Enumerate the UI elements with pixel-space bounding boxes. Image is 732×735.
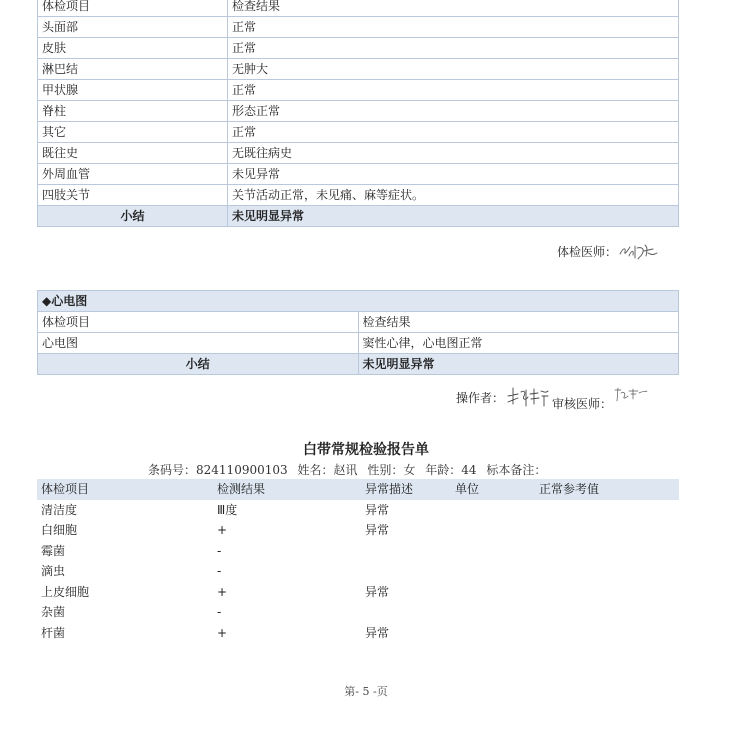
physician-signature-line — [557, 238, 661, 264]
item-cell: 体检项目 — [38, 0, 228, 17]
result-cell: 关节活动正常，未见痛、麻等症状。 — [228, 185, 679, 206]
table-row — [37, 623, 679, 644]
table-row — [37, 520, 679, 541]
cell — [451, 602, 535, 623]
cell — [451, 623, 535, 644]
name-value: 赵讯 — [333, 463, 358, 477]
cell: 异常 — [365, 502, 390, 517]
ecg-table — [37, 290, 679, 375]
table-row — [38, 164, 679, 185]
cell: 杂菌 — [41, 605, 66, 620]
item-cell: 心电图 — [38, 333, 359, 354]
cell — [451, 561, 535, 582]
column-header: 单位 — [451, 479, 535, 500]
patient-meta — [148, 461, 552, 478]
age-field — [425, 463, 476, 477]
ecg-signature-line — [456, 384, 652, 410]
table-row — [37, 582, 679, 603]
cell: 清洁度 — [41, 502, 78, 517]
result-cell: 未见异常 — [228, 164, 679, 185]
table-row — [37, 541, 679, 562]
cell — [451, 541, 535, 562]
result-cell: 正常 — [228, 17, 679, 38]
item-cell: 其它 — [38, 122, 228, 143]
table-row — [37, 602, 679, 623]
table-row — [38, 143, 679, 164]
table-row — [38, 17, 679, 38]
cell — [535, 561, 679, 582]
table-row — [38, 38, 679, 59]
barcode-value: 824110900103 — [196, 463, 288, 477]
summary-row — [38, 206, 679, 227]
cell: - — [217, 564, 222, 579]
table-row — [38, 101, 679, 122]
sex-field — [367, 463, 415, 477]
result-cell: 正常 — [228, 122, 679, 143]
barcode-field — [148, 463, 288, 477]
cell — [361, 602, 451, 623]
cell — [535, 602, 679, 623]
cell: 上皮细胞 — [41, 584, 90, 599]
name-field — [297, 463, 357, 477]
cell: 白细胞 — [41, 523, 78, 538]
cell — [535, 541, 679, 562]
result-cell: 窦性心律，心电图正常 — [358, 333, 679, 354]
item-cell: 甲状腺 — [38, 80, 228, 101]
result-cell: 检查结果 — [228, 0, 679, 17]
cell: 滴虫 — [41, 564, 66, 579]
summary-label: 小结 — [38, 206, 228, 227]
summary-label: 小结 — [38, 354, 359, 375]
cell — [361, 541, 451, 562]
table-row — [38, 59, 679, 80]
cell: Ⅲ度 — [217, 502, 238, 517]
result-cell: 检查结果 — [358, 312, 679, 333]
result-cell: 正常 — [228, 38, 679, 59]
physician-label: 体检医师： — [557, 244, 618, 259]
item-cell: 淋巴结 — [38, 59, 228, 80]
cell — [451, 520, 535, 541]
cell — [451, 500, 535, 521]
report-title: 白带常规检验报告单 — [303, 442, 429, 458]
result-cell: 无肿大 — [228, 59, 679, 80]
cell — [451, 582, 535, 603]
cell: - — [217, 605, 222, 620]
table-row — [37, 561, 679, 582]
result-cell: 形态正常 — [228, 101, 679, 122]
operator-label: 操作者： — [456, 390, 505, 405]
barcode-label: 条码号： — [148, 463, 197, 477]
cell: 异常 — [365, 584, 390, 599]
cell — [361, 561, 451, 582]
operator-signature — [504, 384, 552, 410]
page-number: 第- 5 -页 — [344, 685, 388, 698]
cell: 霉菌 — [41, 543, 66, 558]
column-header: 正常参考值 — [535, 479, 679, 500]
cell: + — [217, 625, 228, 640]
sex-label: 性别： — [367, 463, 404, 477]
age-value: 44 — [461, 463, 477, 477]
age-label: 年龄： — [425, 463, 462, 477]
cell — [535, 582, 679, 603]
summary-row — [38, 354, 679, 375]
table-row — [38, 333, 679, 354]
table-row — [38, 185, 679, 206]
column-header: 体检项目 — [37, 479, 213, 500]
result-cell: 正常 — [228, 80, 679, 101]
sex-value: 女 — [403, 463, 416, 477]
cell — [535, 520, 679, 541]
item-cell: 皮肤 — [38, 38, 228, 59]
summary-value: 未见明显异常 — [358, 354, 679, 375]
cell — [535, 623, 679, 644]
item-cell: 外周血管 — [38, 164, 228, 185]
column-header: 检测结果 — [213, 479, 361, 500]
cell: 异常 — [365, 523, 390, 538]
name-label: 姓名： — [297, 463, 334, 477]
cell: + — [217, 584, 228, 599]
item-cell: 头面部 — [38, 17, 228, 38]
table-header-row — [37, 479, 679, 500]
item-cell: 既往史 — [38, 143, 228, 164]
column-header: 异常描述 — [361, 479, 451, 500]
reviewer-label: 审核医师： — [552, 396, 613, 411]
cell: 杆菌 — [41, 625, 66, 640]
note-label: 标本备注： — [486, 463, 547, 477]
cell: 异常 — [365, 625, 390, 640]
table-row — [38, 0, 679, 17]
summary-value: 未见明显异常 — [228, 206, 679, 227]
table-row — [37, 500, 679, 521]
table-row — [38, 122, 679, 143]
ecg-section-header — [38, 291, 679, 312]
item-cell: 体检项目 — [38, 312, 359, 333]
physician-signature — [617, 238, 661, 264]
table-row — [38, 80, 679, 101]
table-row — [38, 312, 679, 333]
cell: - — [217, 543, 222, 558]
physical-exam-table — [37, 0, 679, 227]
leukorrhea-table — [37, 479, 679, 643]
result-cell: 无既往病史 — [228, 143, 679, 164]
cell — [535, 500, 679, 521]
reviewer-signature — [612, 385, 652, 405]
cell: + — [217, 523, 228, 538]
section-title: ◆心电图 — [38, 291, 679, 312]
item-cell: 脊柱 — [38, 101, 228, 122]
item-cell: 四肢关节 — [38, 185, 228, 206]
